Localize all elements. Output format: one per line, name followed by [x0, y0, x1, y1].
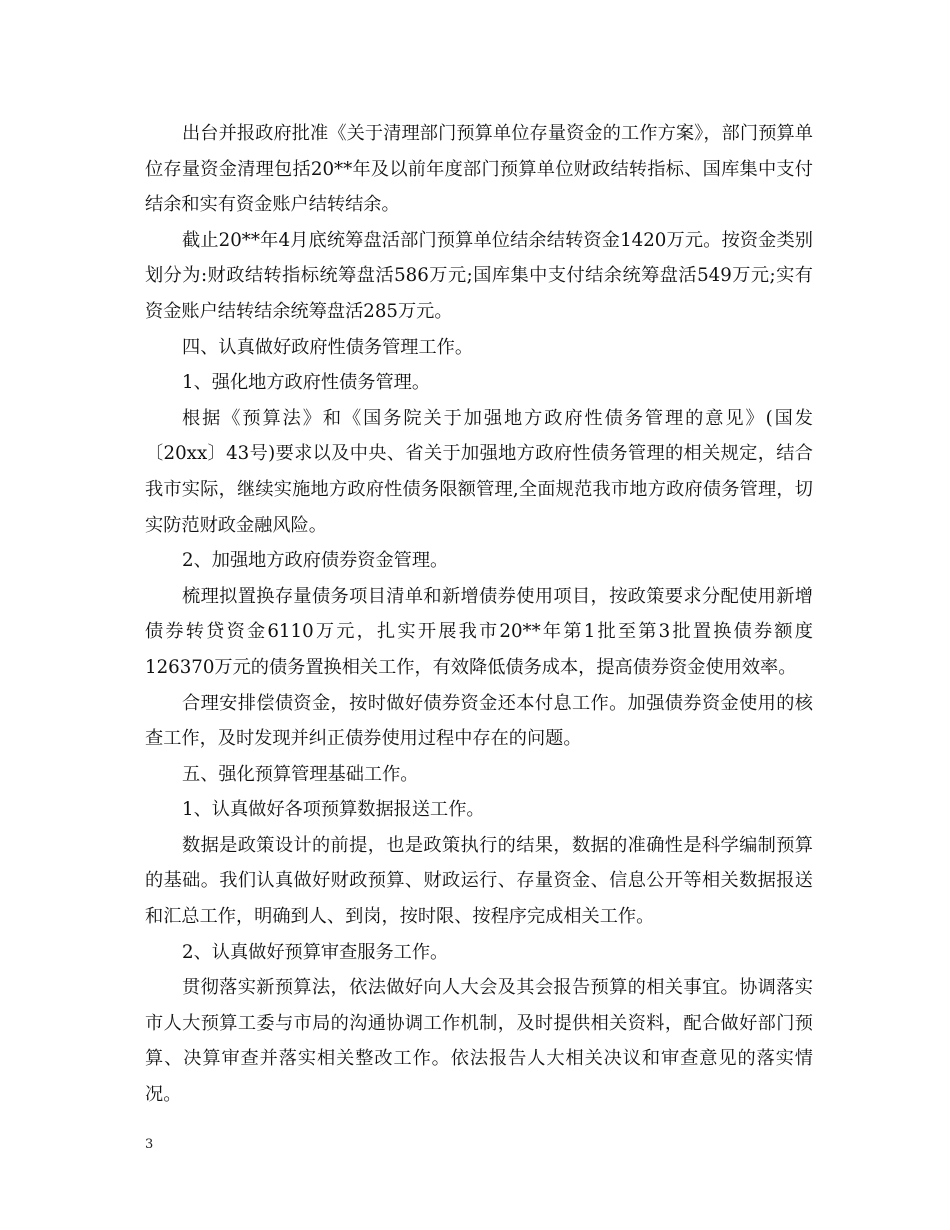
subsection-heading-5-2: 2、认真做好预算审查服务工作。 — [182, 941, 449, 963]
paragraph-1: 出台并报政府批准《关于清理部门预算单位存量资金的工作方案》，部门预算单位存量资金清理包括20**年及以前年度部门预算单位财政结转指标、国库集中支付结余和实有资金账户结转结余。 — [145, 123, 813, 216]
section-heading-4: 四、认真做好政府性债务管理工作。 — [182, 336, 474, 358]
paragraph-5: 合理安排偿债资金，按时做好债券资金还本付息工作。加强债券资金使用的核查工作，及时发现并纠正债券使用过程中存在的问题。 — [145, 692, 813, 750]
subsection-heading-4-1: 1、强化地方政府性债务管理。 — [182, 372, 431, 394]
paragraph-4: 梳理拟置换存量债务项目清单和新增债券使用项目，按政策要求分配使用新增债券转贷资金6110万元，扎实开展我市20**年第1批至第3批置换债券额度126370万元的债务置换相关工作，有效降低债务成本，提高债券资金使用效率。 — [145, 585, 813, 678]
paragraph-6: 数据是政策设计的前提，也是政策执行的结果，数据的准确性是科学编制预算的基础。我们认真做好财政预算、财政运行、存量资金、信息公开等相关数据报送和汇总工作，明确到人、到岗，按时限、按程序完成相关工作。 — [145, 834, 813, 928]
section-heading-5: 五、强化预算管理基础工作。 — [182, 763, 419, 785]
subsection-heading-5-1: 1、认真做好各项预算数据报送工作。 — [182, 799, 485, 821]
subsection-heading-4-2: 2、加强地方政府债券资金管理。 — [182, 550, 449, 572]
paragraph-7: 贯彻落实新预算法，依法做好向人大会及其会报告预算的相关事宜。协调落实市人大预算工委与市局的沟通协调工作机制，及时提供相关资料，配合做好部门预算、决算审查并落实相关整改工作。依法报告人大相关决议和审查意见的落实情况。 — [145, 977, 813, 1106]
paragraph-2: 截止20**年4月底统筹盘活部门预算单位结余结转资金1420万元。按资金类别划分为:财政结转指标统筹盘活586万元;国库集中支付结余统筹盘活549万元;实有资金账户结转结余统筹盘活285万元。 — [145, 229, 813, 322]
document-body — [145, 116, 813, 1113]
page-number: 3 — [145, 1137, 154, 1152]
paragraph-3: 根据《预算法》和《国务院关于加强地方政府性债务管理的意见》(国发〔20xx〕43号)要求以及中央、省关于加强地方政府性债务管理的相关规定，结合我市实际，继续实施地方政府性债务限额管理,全面规范我市地方政府债务管理，切实防范财政金融风险。 — [145, 407, 813, 536]
